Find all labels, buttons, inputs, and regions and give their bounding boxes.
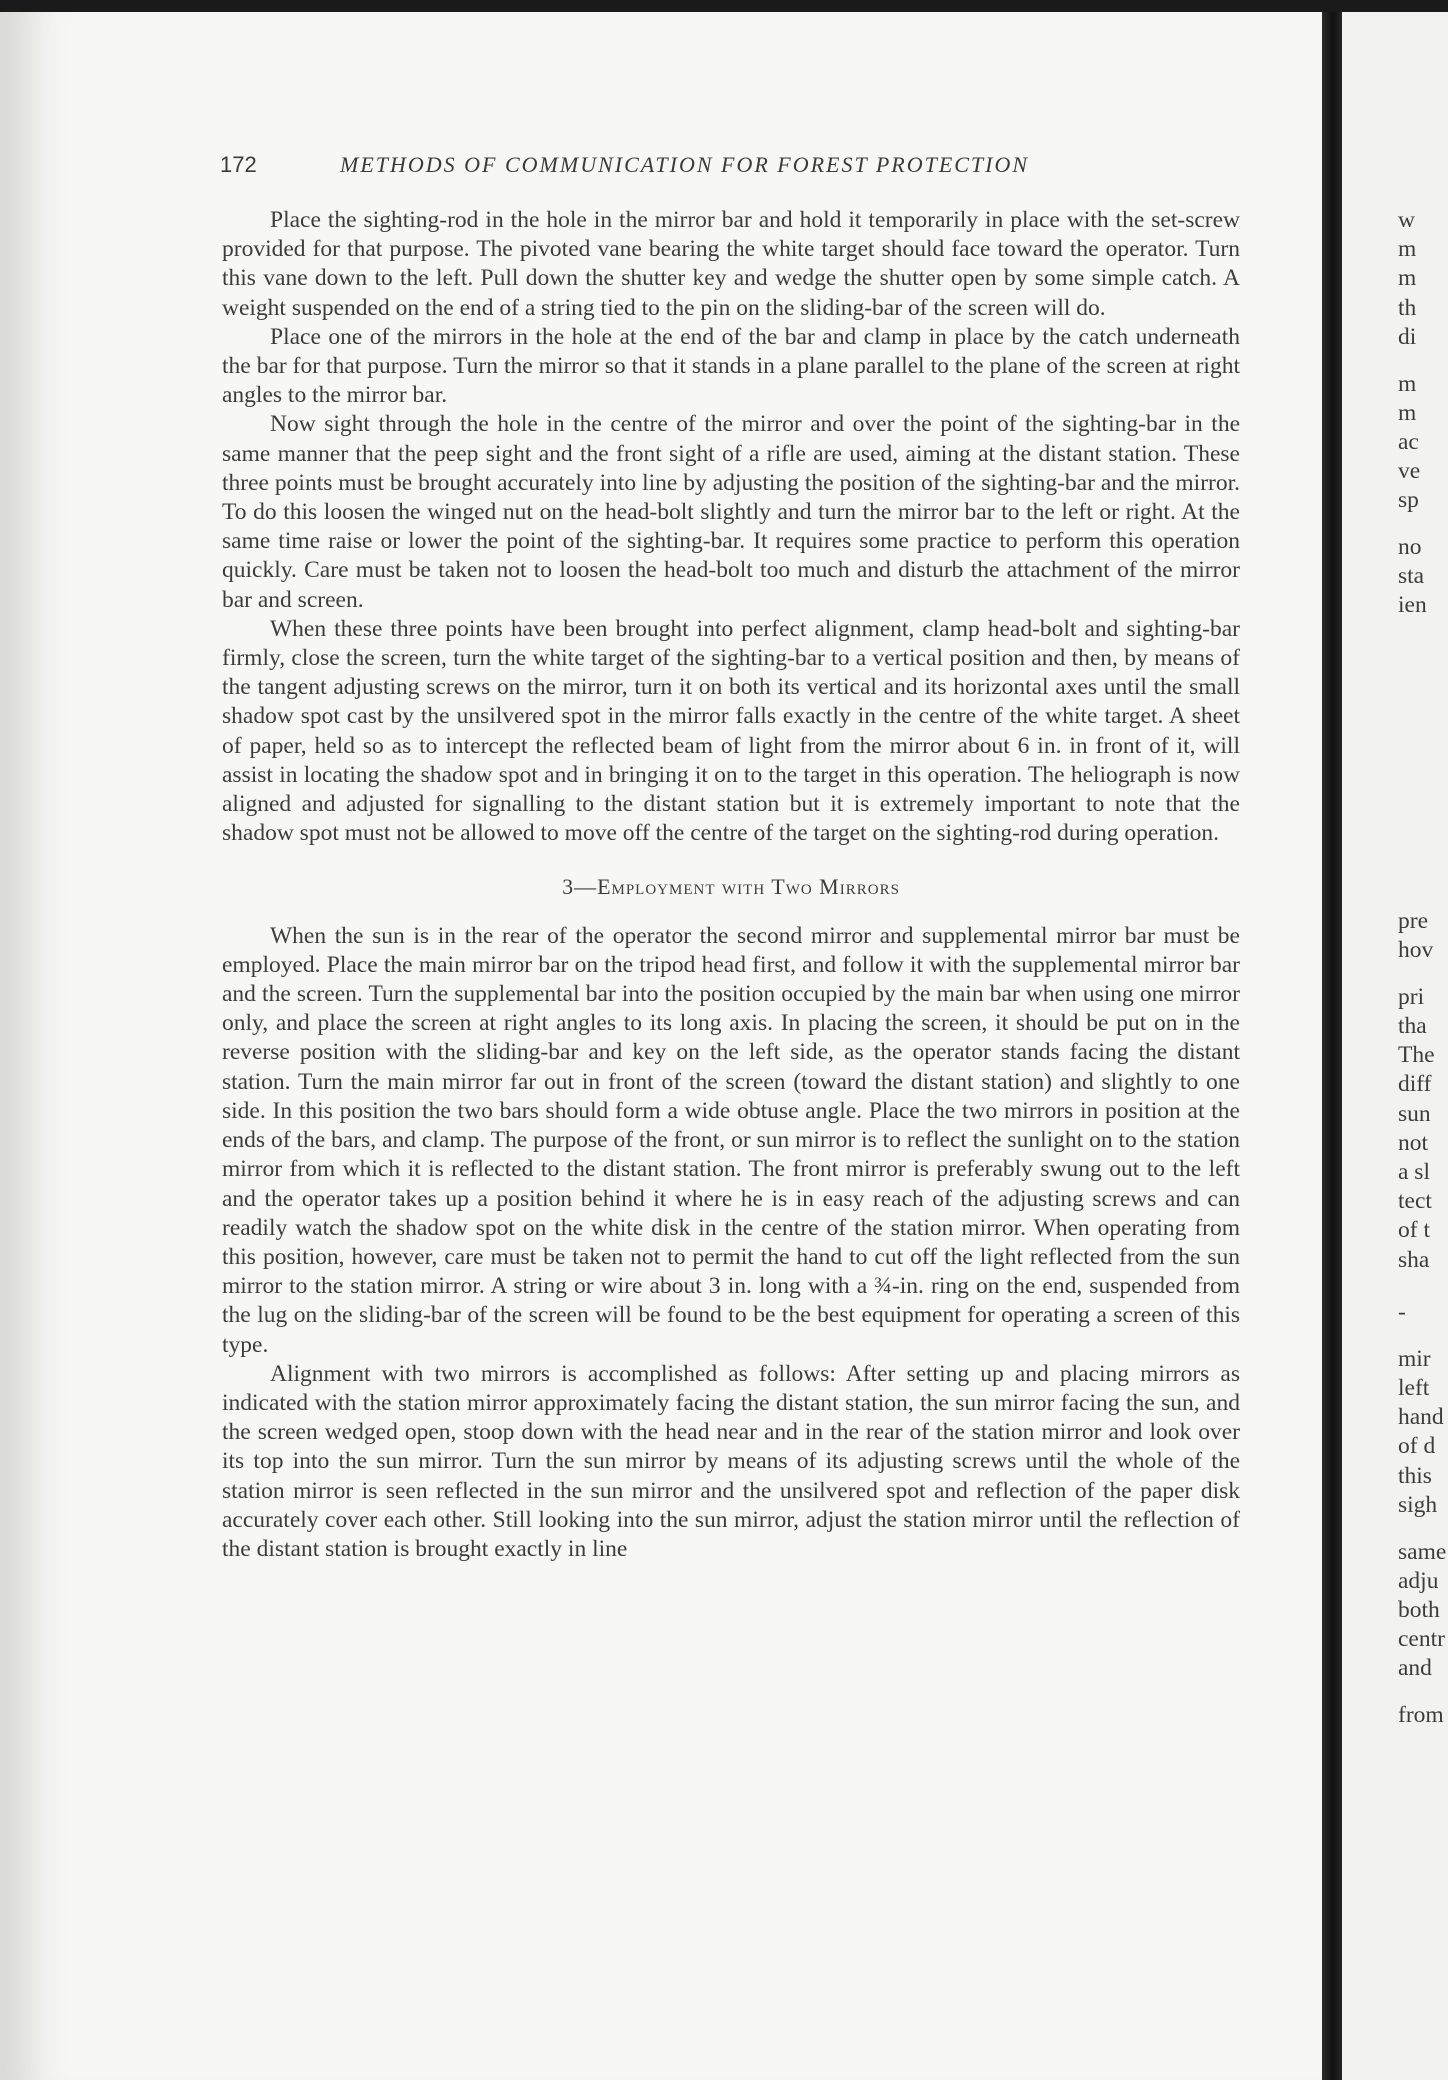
right-page-fragment: sigh xyxy=(1398,1491,1438,1518)
right-page-fragment: pri xyxy=(1398,983,1425,1010)
right-page-fragment: hand xyxy=(1398,1404,1444,1431)
right-page-fragment: centr xyxy=(1398,1626,1445,1653)
right-page-fragment: tect xyxy=(1398,1188,1432,1215)
section-heading: 3—Employment with Two Mirrors xyxy=(562,874,900,900)
page-number: 172 xyxy=(220,152,257,177)
page-header xyxy=(220,152,1240,186)
paragraph: When the sun is in the rear of the operator the second mirror and supplemental mirror bar must be employed. Place the main mirror bar on the tripod head first, and follow it with the supplemental mirror bar and the screen. Turn the supplemental bar into the position occupied by the main bar when using one mirror only, and place the screen at right angles to its long axis. In placing the screen, it should be put on in the reverse position with the sliding-bar and key on the left side, as the operator stands facing the distant station. Turn the main mirror far out in front of the screen (toward the distant station) and slightly to one side. In this position the two bars should form a wide obtuse angle. Place the two mirrors in position at the ends of the bars, and clamp. The purpose of the front, or sun mirror is to reflect the sunlight on to the station mirror from which it is reflected to the distant station. The front mirror is preferably swung out to the left and the operator takes up a position behind it where he is in easy reach of the adjusting screws and can readily watch the shadow spot on the white disk in the centre of the station mirror. When operating from this position, however, care must be taken not to permit the hand to cut off the light reflected from the sun mirror to the station mirror. A string or wire about 3 in. long with a ¾-in. ring on the end, suspended from the lug on the sliding-bar of the screen will be found to be the best equipment for operating a screen of this type. xyxy=(222,922,1240,1358)
right-page-fragment: tha xyxy=(1398,1012,1427,1039)
right-page-fragment: The xyxy=(1398,1042,1435,1069)
paragraph: When these three points have been brought into perfect alignment, clamp head-bolt and sighting-bar firmly, close the screen, turn the white target of the sighting-bar to a vertical position and then, by means of the tangent adjusting screws on the mirror, turn it on both its vertical and its horizontal axes until the small shadow spot cast by the unsilvered spot in the mirror falls exactly in the centre of the white target. A sheet of paper, held so as to intercept the reflected beam of light from the mirror about 6 in. in front of it, will assist in locating the shadow spot and in bringing it on to the target in this operation. The heliograph is now aligned and adjusted for signalling to the distant station but it is extremely important to note that the shadow spot must not be allowed to move off the centre of the target on the sighting-rod during operation. xyxy=(222,615,1240,847)
paragraph: Now sight through the hole in the centre of the mirror and over the point of the sighting-bar in the same manner that the peep sight and the front sight of a rifle are used, aiming at the distant station. These three points must be brought accurately into line by adjusting the position of the sighting-bar and the mirror. To do this loosen the winged nut on the head-bolt slightly and turn the mirror bar to the left or right. At the same time raise or lower the point of the sighting-bar. It requires some practice to perform this operation quickly. Care must be taken not to loosen the head-bolt too much and disturb the attachment of the mirror bar and screen. xyxy=(222,411,1240,613)
right-page-fragment: ien xyxy=(1398,592,1427,619)
right-page-fragment: - xyxy=(1398,1299,1406,1326)
paragraph: Place the sighting-rod in the hole in the mirror bar and hold it temporarily in place with the set-screw provided for that purpose. The pivoted vane bearing the white target should face toward the operator. Turn this vane down to the left. Pull down the shutter key and wedge the shutter open by some simple catch. A weight suspended on the end of a string tied to the pin on the sliding-bar of the screen will do. xyxy=(222,207,1240,321)
right-page-fragment: same xyxy=(1398,1538,1447,1565)
right-page-fragment: m xyxy=(1398,265,1417,292)
body-text xyxy=(222,206,1240,1564)
right-page-fragment: sun xyxy=(1398,1100,1431,1127)
right-page-fragment: and xyxy=(1398,1655,1432,1682)
book-spine xyxy=(1322,12,1344,2080)
right-page-fragment: both xyxy=(1398,1596,1440,1623)
right-page-fragment: sta xyxy=(1398,563,1425,590)
right-page-fragment: di xyxy=(1398,323,1417,350)
right-page-fragment: a sl xyxy=(1398,1158,1430,1185)
paragraph: Alignment with two mirrors is accomplished as follows: After setting up and placing mirrors as indicated with the station mirror approximately facing the distant station, the sun mirror facing the sun, and the screen wedged open, stoop down with the head near and in the rear of the station mirror and look over its top into the sun mirror. Turn the sun mirror by means of its adjusting screws until the whole of the station mirror is seen reflected in the sun mirror and the unsilvered spot and reflection of the paper disk accurately cover each other. Still looking into the sun mirror, adjust the station mirror until the reflection of the distant station is brought exactly in line xyxy=(222,1360,1240,1562)
right-page-fragment: m xyxy=(1398,370,1417,397)
right-page-fragment: this xyxy=(1398,1462,1432,1489)
right-page-fragment: left xyxy=(1398,1375,1430,1401)
right-page-fragment: w xyxy=(1398,207,1415,233)
right-page-fragment: ve xyxy=(1398,458,1421,485)
right-page-fragment: ac xyxy=(1398,428,1419,455)
right-page-fragment: m xyxy=(1398,236,1417,263)
right-page-fragment: sp xyxy=(1398,487,1419,514)
right-page-fragment: m xyxy=(1398,399,1417,426)
right-page-fragment: pre xyxy=(1398,907,1429,934)
running-title: METHODS OF COMMUNICATION FOR FOREST PROTECTION xyxy=(340,152,1030,177)
right-page-fragment: of t xyxy=(1398,1217,1430,1244)
right-page-fragment: th xyxy=(1398,294,1417,321)
right-page-fragment: diff xyxy=(1398,1071,1432,1098)
right-page-fragment: from xyxy=(1398,1702,1444,1729)
right-page-fragment: of d xyxy=(1398,1433,1436,1460)
right-page-fragment: mir xyxy=(1398,1345,1431,1372)
right-page-fragment: no xyxy=(1398,534,1422,561)
right-page-fragment: adju xyxy=(1398,1567,1439,1594)
right-page-fragment: hov xyxy=(1398,937,1434,963)
right-page-fragment: not xyxy=(1398,1129,1429,1156)
paragraph: Place one of the mirrors in the hole at the end of the bar and clamp in place by the catch underneath the bar for that purpose. Turn the mirror so that it stands in a plane parallel to the plane of the screen at right angles to the mirror bar. xyxy=(222,323,1240,409)
right-page-fragment: sha xyxy=(1398,1246,1430,1273)
